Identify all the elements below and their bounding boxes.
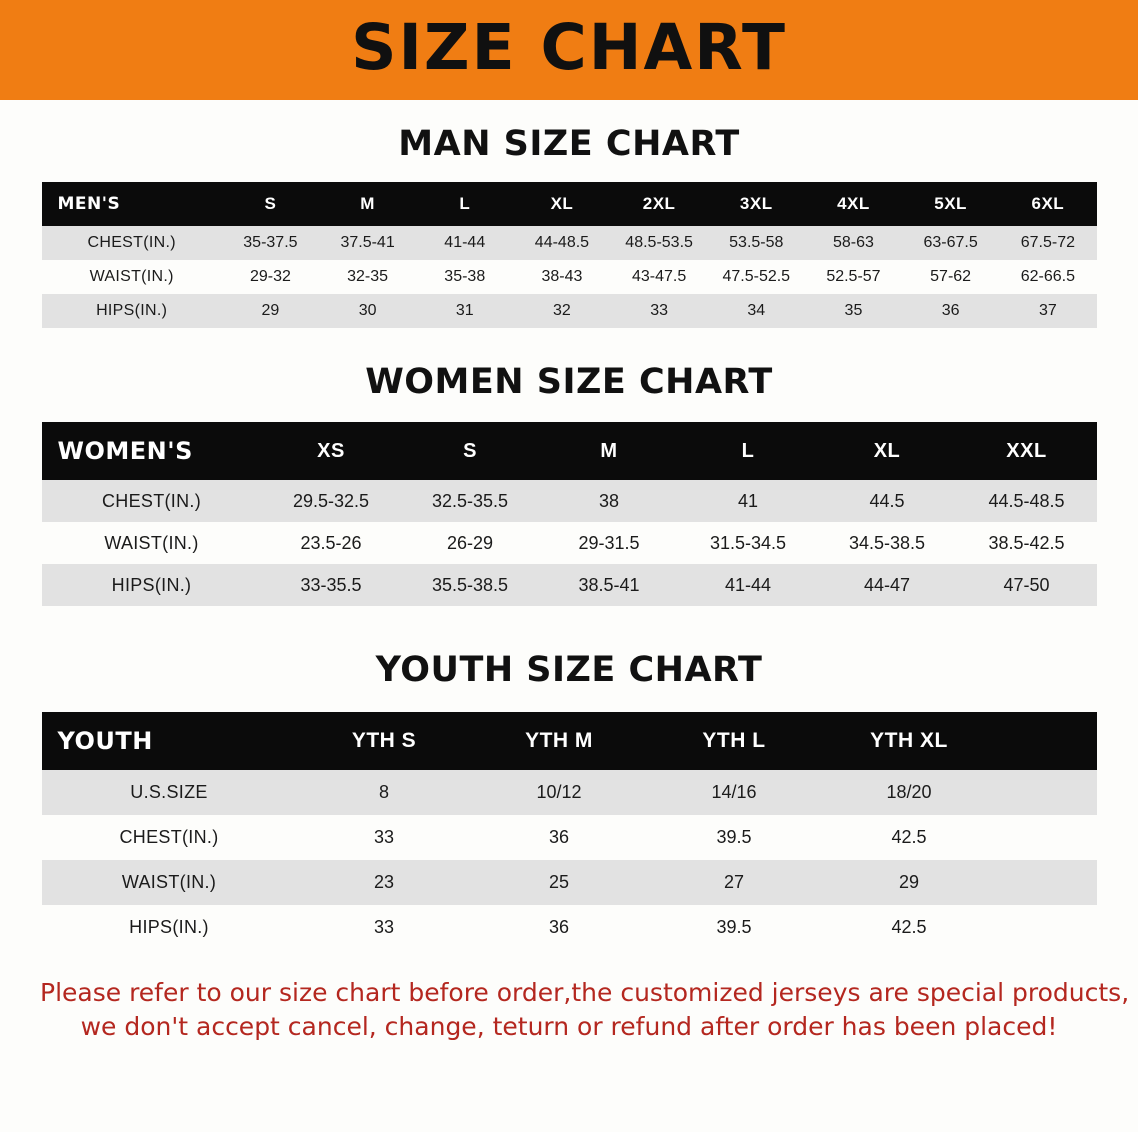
men-row-2-label: HIPS(IN.) — [42, 294, 222, 328]
men-row-1-col-0: 29-32 — [222, 260, 319, 294]
women-col-4: XL — [818, 422, 957, 480]
youth-header-label: YOUTH — [42, 712, 297, 770]
table-row — [42, 522, 1097, 564]
youth-table-header-row — [42, 712, 1097, 770]
women-row-1-col-4: 34.5-38.5 — [818, 522, 957, 564]
youth-row-2-col-2: 27 — [647, 860, 822, 905]
men-row-0-col-1: 37.5-41 — [319, 226, 416, 260]
men-row-0-col-2: 41-44 — [416, 226, 513, 260]
youth-row-3-col-2: 39.5 — [647, 905, 822, 950]
men-row-0-label: CHEST(IN.) — [42, 226, 222, 260]
men-col-7: 5XL — [902, 182, 999, 226]
youth-col-3: YTH XL — [822, 712, 997, 770]
men-row-1-label: WAIST(IN.) — [42, 260, 222, 294]
women-row-2-label: HIPS(IN.) — [42, 564, 262, 606]
youth-row-1-col-3: 42.5 — [822, 815, 997, 860]
men-col-8: 6XL — [999, 182, 1096, 226]
men-row-2-col-3: 32 — [513, 294, 610, 328]
men-row-0-col-3: 44-48.5 — [513, 226, 610, 260]
women-row-2-col-5: 47-50 — [957, 564, 1097, 606]
men-row-0-col-0: 35-37.5 — [222, 226, 319, 260]
men-row-2-col-6: 35 — [805, 294, 902, 328]
youth-row-2-col-1: 25 — [472, 860, 647, 905]
men-header-label: MEN'S — [42, 182, 222, 226]
women-row-0-col-4: 44.5 — [818, 480, 957, 522]
men-row-2-col-0: 29 — [222, 294, 319, 328]
men-col-6: 4XL — [805, 182, 902, 226]
women-row-0-col-5: 44.5-48.5 — [957, 480, 1097, 522]
women-col-3: L — [679, 422, 818, 480]
youth-row-0-col-2: 14/16 — [647, 770, 822, 815]
youth-row-3-col-0: 33 — [297, 905, 472, 950]
women-header-label: WOMEN'S — [42, 422, 262, 480]
women-row-1-label: WAIST(IN.) — [42, 522, 262, 564]
men-row-1-col-5: 47.5-52.5 — [708, 260, 805, 294]
women-row-1-col-0: 23.5-26 — [262, 522, 401, 564]
women-row-0-col-3: 41 — [679, 480, 818, 522]
men-row-1-col-2: 35-38 — [416, 260, 513, 294]
men-row-1-col-6: 52.5-57 — [805, 260, 902, 294]
men-row-0-col-8: 67.5-72 — [999, 226, 1096, 260]
women-table-header-row — [42, 422, 1097, 480]
women-col-1: S — [401, 422, 540, 480]
youth-row-3-col-3: 42.5 — [822, 905, 997, 950]
men-row-0-col-5: 53.5-58 — [708, 226, 805, 260]
men-col-2: L — [416, 182, 513, 226]
women-row-1-col-2: 29-31.5 — [540, 522, 679, 564]
table-row — [42, 905, 1097, 950]
youth-row-3-spacer — [997, 905, 1097, 950]
table-row — [42, 860, 1097, 905]
women-size-table — [42, 422, 1097, 606]
men-row-1-col-4: 43-47.5 — [611, 260, 708, 294]
women-row-2-col-3: 41-44 — [679, 564, 818, 606]
women-col-0: XS — [262, 422, 401, 480]
men-col-0: S — [222, 182, 319, 226]
youth-col-0: YTH S — [297, 712, 472, 770]
youth-col-spacer — [997, 712, 1097, 770]
disclaimer-line-2: we don't accept cancel, change, teturn or refund after order has been placed! — [80, 1011, 1058, 1041]
youth-row-0-col-1: 10/12 — [472, 770, 647, 815]
men-row-1-col-8: 62-66.5 — [999, 260, 1096, 294]
women-row-2-col-4: 44-47 — [818, 564, 957, 606]
youth-row-3-label: HIPS(IN.) — [42, 905, 297, 950]
men-row-1-col-7: 57-62 — [902, 260, 999, 294]
youth-row-0-col-3: 18/20 — [822, 770, 997, 815]
page-banner — [0, 0, 1138, 100]
men-row-2-col-2: 31 — [416, 294, 513, 328]
man-section-title: MAN SIZE CHART — [398, 124, 740, 164]
page-title: SIZE CHART — [351, 10, 787, 84]
table-row — [42, 480, 1097, 522]
youth-section-title: YOUTH SIZE CHART — [375, 650, 763, 690]
women-row-1-col-1: 26-29 — [401, 522, 540, 564]
youth-row-1-col-0: 33 — [297, 815, 472, 860]
men-col-5: 3XL — [708, 182, 805, 226]
youth-row-2-col-0: 23 — [297, 860, 472, 905]
youth-row-3-col-1: 36 — [472, 905, 647, 950]
youth-size-table — [42, 712, 1097, 950]
table-row — [42, 294, 1097, 328]
men-row-2-col-7: 36 — [902, 294, 999, 328]
disclaimer-line-1: Please refer to our size chart before order,the customized jerseys are special products, — [40, 978, 1130, 1007]
men-row-0-col-6: 58-63 — [805, 226, 902, 260]
women-row-2-col-0: 33-35.5 — [262, 564, 401, 606]
women-row-0-col-2: 38 — [540, 480, 679, 522]
disclaimer-note — [40, 976, 1130, 1044]
table-row — [42, 770, 1097, 815]
men-row-2-col-5: 34 — [708, 294, 805, 328]
youth-row-2-spacer — [997, 860, 1097, 905]
youth-row-0-label: U.S.SIZE — [42, 770, 297, 815]
women-row-2-col-2: 38.5-41 — [540, 564, 679, 606]
table-row — [42, 226, 1097, 260]
youth-col-1: YTH M — [472, 712, 647, 770]
men-row-0-col-7: 63-67.5 — [902, 226, 999, 260]
youth-row-1-spacer — [997, 815, 1097, 860]
youth-row-2-col-3: 29 — [822, 860, 997, 905]
women-row-1-col-5: 38.5-42.5 — [957, 522, 1097, 564]
men-size-table — [42, 182, 1097, 328]
women-col-5: XXL — [957, 422, 1097, 480]
women-section-title: WOMEN SIZE CHART — [365, 362, 773, 402]
men-row-2-col-4: 33 — [611, 294, 708, 328]
men-row-2-col-8: 37 — [999, 294, 1096, 328]
women-row-0-col-0: 29.5-32.5 — [262, 480, 401, 522]
youth-row-1-col-2: 39.5 — [647, 815, 822, 860]
women-col-2: M — [540, 422, 679, 480]
table-row — [42, 815, 1097, 860]
youth-col-2: YTH L — [647, 712, 822, 770]
youth-row-0-col-0: 8 — [297, 770, 472, 815]
women-row-0-label: CHEST(IN.) — [42, 480, 262, 522]
youth-row-1-col-1: 36 — [472, 815, 647, 860]
table-row — [42, 564, 1097, 606]
women-row-0-col-1: 32.5-35.5 — [401, 480, 540, 522]
men-row-0-col-4: 48.5-53.5 — [611, 226, 708, 260]
men-col-1: M — [319, 182, 416, 226]
men-col-3: XL — [513, 182, 610, 226]
men-table-header-row — [42, 182, 1097, 226]
youth-row-2-label: WAIST(IN.) — [42, 860, 297, 905]
women-row-2-col-1: 35.5-38.5 — [401, 564, 540, 606]
men-col-4: 2XL — [611, 182, 708, 226]
men-row-1-col-1: 32-35 — [319, 260, 416, 294]
women-row-1-col-3: 31.5-34.5 — [679, 522, 818, 564]
men-row-2-col-1: 30 — [319, 294, 416, 328]
table-row — [42, 260, 1097, 294]
men-row-1-col-3: 38-43 — [513, 260, 610, 294]
youth-row-0-spacer — [997, 770, 1097, 815]
youth-row-1-label: CHEST(IN.) — [42, 815, 297, 860]
